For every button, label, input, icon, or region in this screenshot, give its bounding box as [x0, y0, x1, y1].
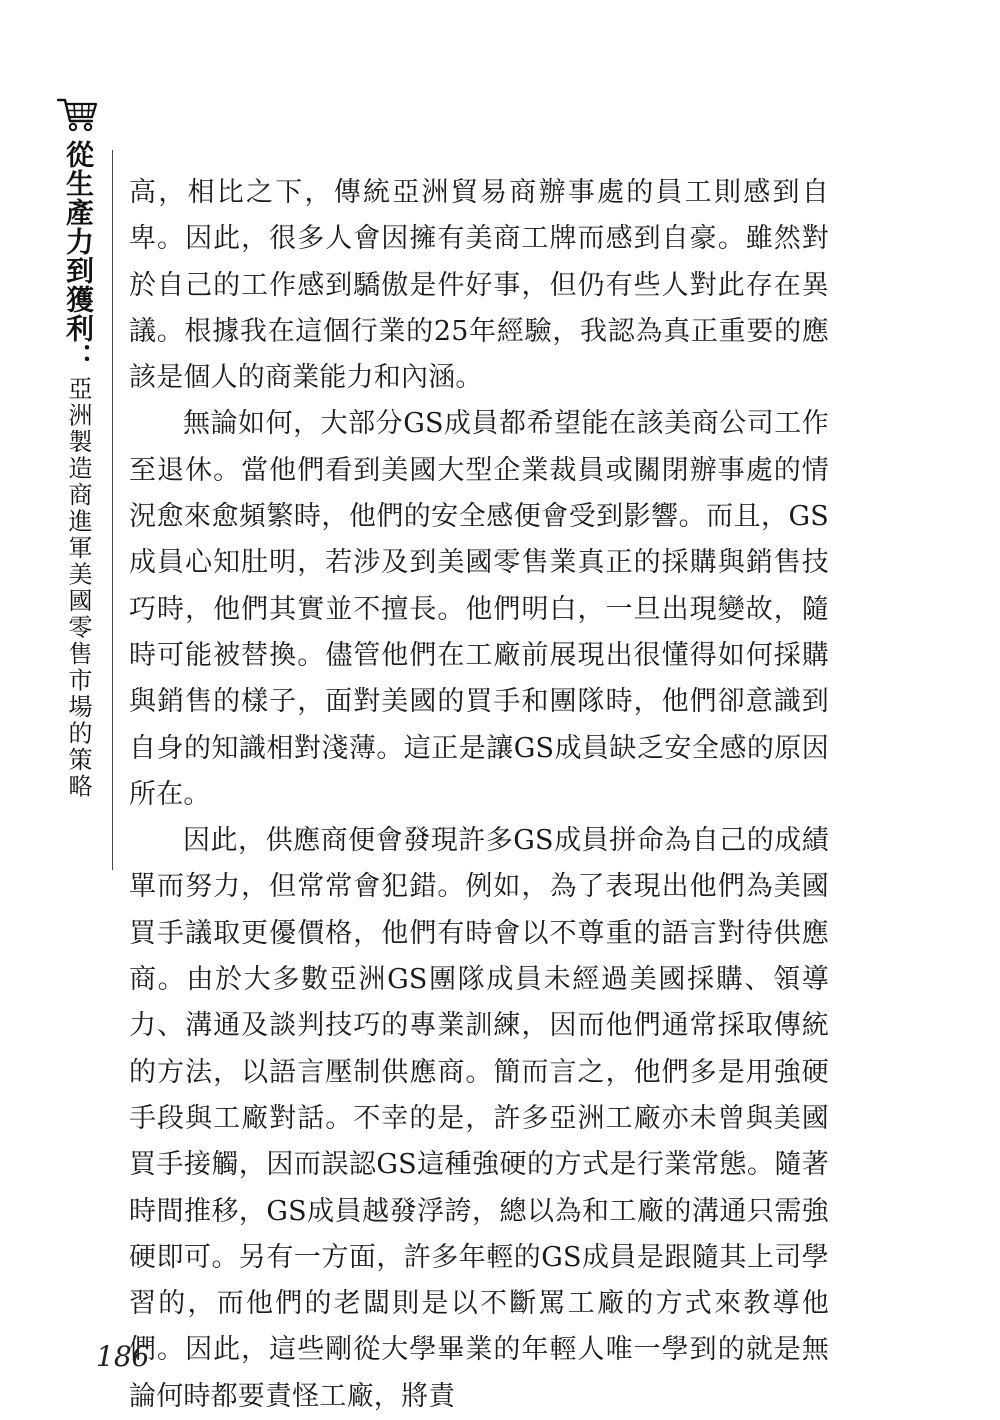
- paragraph-3: 因此，供應商便會發現許多GS成員拼命為自己的成績單而努力，但常常會犯錯。例如，為了表現出他們為美國買手議取更優價格，他們有時會以不尊重的語言對待供應商。由於大多數亞洲GS團隊成員未經過美國採購、領導力、溝通及談判技巧的專業訓練，因而他們通常採取傳統的方法，以語言壓制供應商。簡而言之，他們多是用強硬手段與工廠對話。不幸的是，許多亞洲工廠亦未曾與美國買手接觸，因而誤認GS這種強硬的方式是行業常態。隨著時間推移，GS成員越發浮誇，總以為和工廠的溝通只需強硬即可。另有一方面，許多年輕的GS成員是跟隨其上司學習的，而他們的老闆則是以不斷罵工廠的方式來教導他們。因此，這些剛從大學畢業的年輕人唯一學到的就是無論何時都要責怪工廠，將責: [129, 825, 829, 1412]
- shopping-cart-icon: [56, 94, 100, 134]
- header-divider: [112, 150, 113, 870]
- running-header: [56, 94, 100, 800]
- page-body: [129, 170, 829, 1420]
- book-title-subtitle: 亞洲製造商進軍美國零售市場的策略: [64, 376, 92, 800]
- paragraph-2: 無論如何，大部分GS成員都希望能在該美商公司工作至退休。當他們看到美國大型企業裁員或關閉辦事處的情況愈來愈頻繁時，他們的安全感便會受到影響。而且，GS成員心知肚明，若涉及到美國零售業真正的採購與銷售技巧時，他們其實並不擅長。他們明白，一旦出現變故，隨時可能被替換。儘管他們在工廠前展現出很懂得如何採購與銷售的樣子，面對美國的買手和團隊時，他們卻意識到自身的知識相對淺薄。這正是讓GS成員缺乏安全感的原因所在。: [129, 408, 829, 810]
- book-title-main: 從生產力到獲利：: [62, 140, 95, 372]
- page-number: 186: [96, 1340, 150, 1373]
- paragraph-1: 高，相比之下，傳統亞洲貿易商辦事處的員工則感到自卑。因此，很多人會因擁有美商工牌而感到自豪。雖然對於自己的工作感到驕傲是件好事，但仍有些人對此存在異議。根據我在這個行業的25年經驗，我認為真正重要的應該是個人的商業能力和內涵。: [129, 177, 829, 394]
